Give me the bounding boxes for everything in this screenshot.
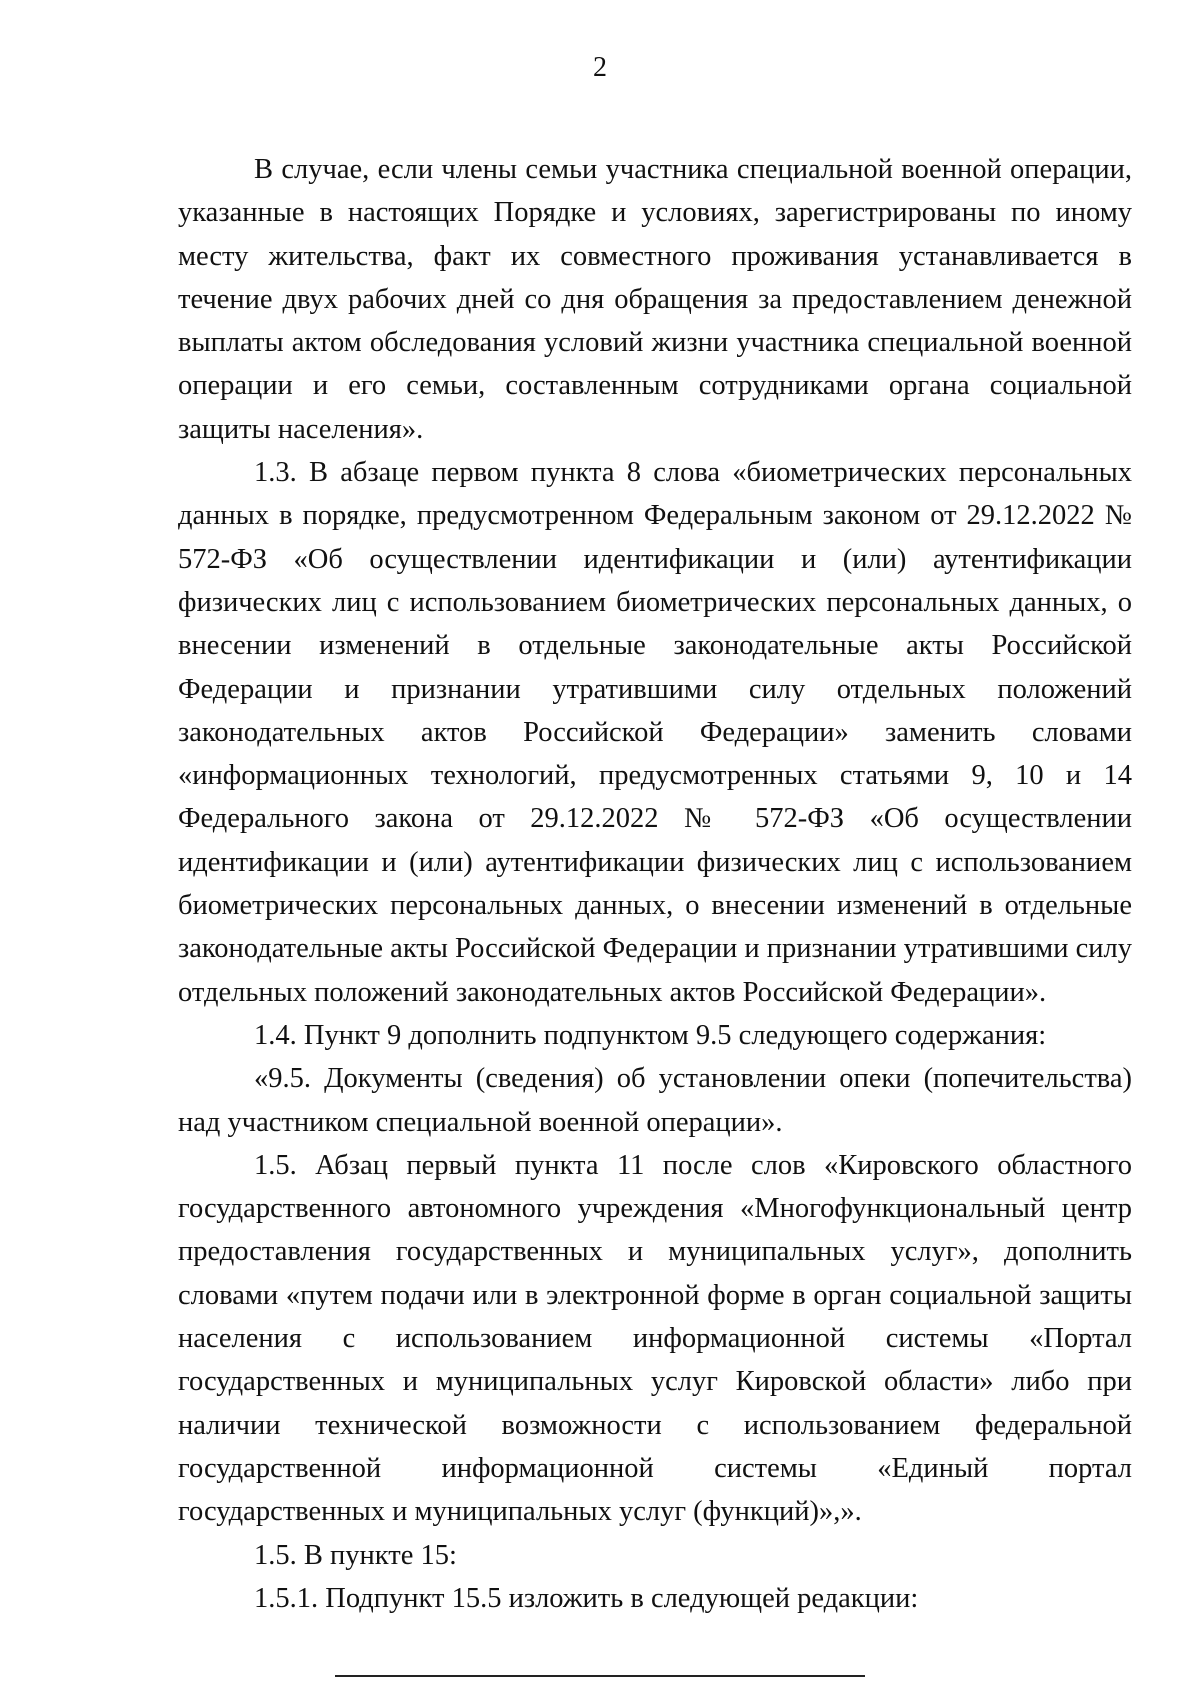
page-number: 2 bbox=[593, 52, 607, 83]
paragraph-1-4-item-9: 1.4. Пункт 9 дополнить подпунктом 9.5 следующего содержания: bbox=[254, 1019, 1047, 1051]
footer-rule bbox=[335, 1675, 865, 1677]
paragraph-1-3-biometric-data: 1.3. В абзаце первом пункта 8 слова «биометрических персональных данных в порядке, предусмотренном Федеральным законом от 29.12.2022 № 572-ФЗ «Об осуществлении идентификации и (или) аутентификации физических лиц с использованием биометрических персональных данных, о внесении изменений в отдельные законодательные акты Российской Федерации и признании утратившими силу отдельных положений законодательных актов Российской Федерации» заменить словами «информационных технологий, предусмотренных статьями 9, 10 и 14 Федерального закона от 29.12.2022 № 572-ФЗ «Об осуществлении идентификации и (или) аутентификации физических лиц с использованием биометрических персональных данных, о внесении изменений в отдельные законодательные акты Российской Федерации и признании утратившими силу отдельных положений законодательных актов Российской Федерации». bbox=[178, 457, 1132, 1008]
paragraph-family-members-residence: В случае, если члены семьи участника специальной военной операции, указанные в настоящих Порядке и условиях, зарегистрированы по иному месту жительства, факт их совместного проживания устанавливается в течение двух рабочих дней со дня обращения за предоставлением денежной выплаты актом обследования условий жизни участника специальной военной операции и его семьи, составленным сотрудниками органа социальной защиты населения». bbox=[178, 154, 1132, 445]
document-body bbox=[178, 148, 1132, 1620]
paragraph-1-5-item-15: 1.5. В пункте 15: bbox=[254, 1539, 457, 1571]
paragraph-1-5-1-subitem-15-5: 1.5.1. Подпункт 15.5 изложить в следующей редакции: bbox=[254, 1582, 919, 1614]
paragraph-9-5-guardianship: «9.5. Документы (сведения) об установлении опеки (попечительства) над участником специальной военной операции». bbox=[178, 1063, 1132, 1138]
paragraph-1-5-item-11: 1.5. Абзац первый пункта 11 после слов «Кировского областного государственного автономного учреждения «Многофункциональный центр предоставления государственных и муниципальных услуг», дополнить словами «путем подачи или в электронной форме в орган социальной защиты населения с использованием информационной системы «Портал государственных и муниципальных услуг Кировской области» либо при наличии технической возможности с использованием федеральной государственной информационной системы «Единый портал государственных и муниципальных услуг (функций)»,». bbox=[178, 1149, 1132, 1528]
